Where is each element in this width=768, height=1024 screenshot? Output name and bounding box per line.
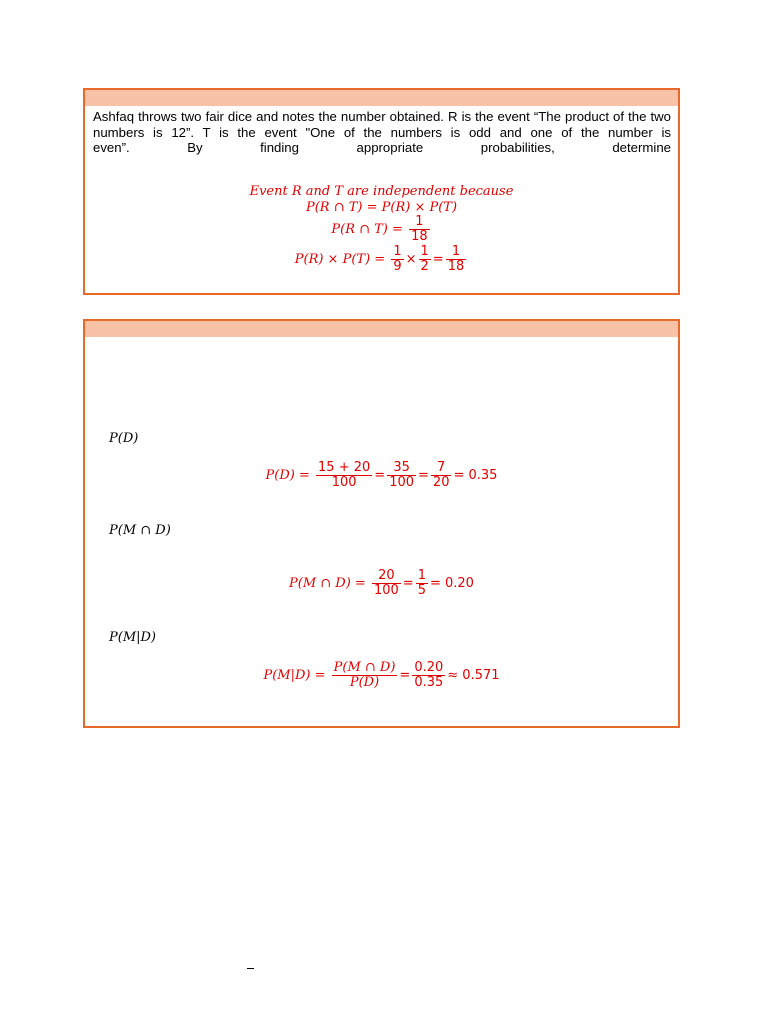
fraction-numerator: 20 <box>378 568 395 583</box>
problem-text-last <box>93 140 671 156</box>
p-m-given-d-equation <box>85 661 678 690</box>
fraction <box>446 245 467 274</box>
fraction-numerator: 7 <box>437 460 446 475</box>
label-p-m-given-d: P(M|D) <box>109 630 157 645</box>
fraction-numerator: 1 <box>417 568 426 583</box>
fraction-denominator: 100 <box>389 475 415 490</box>
label-p-d: P(D) <box>109 431 139 446</box>
p-d-equation <box>85 461 678 490</box>
fraction-numerator: 1 <box>420 244 429 259</box>
problem-text-main: Ashfaq throws two fair dice and notes the number obtained. R is the event “The product of the two numbers is 12”. T is the event "One of the numbers is odd and one of the number is <box>93 109 671 140</box>
fraction <box>416 569 428 598</box>
fraction <box>391 245 403 274</box>
p-m-given-d-result: ≈ 0.571 <box>447 668 500 683</box>
fraction <box>412 661 445 690</box>
fraction-denominator: 100 <box>373 583 399 598</box>
product-line <box>85 245 678 274</box>
equals-sign: = <box>402 576 414 591</box>
intersection-lhs: P(R ∩ T) = <box>331 222 403 237</box>
p-d-result: = 0.35 <box>453 468 498 483</box>
fraction <box>372 569 401 598</box>
statement-text: Event R and T are independent because <box>249 184 514 199</box>
fraction-numerator: P(M ∩ D) <box>333 660 396 675</box>
fraction-denominator: 9 <box>393 259 402 274</box>
product-rule-text: P(R ∩ T) = P(R) × P(T) <box>305 200 458 215</box>
problem-text-last-line: even”. By finding appropriate probabilities, determine <box>93 140 671 155</box>
p-m-given-d-lhs: P(M|D) = <box>263 668 326 683</box>
equals-sign: = <box>432 252 444 267</box>
equals-sign: = <box>418 468 429 483</box>
equals-sign: = <box>374 468 386 483</box>
fraction-denominator: 0.35 <box>414 675 444 690</box>
fraction <box>387 461 416 490</box>
fraction-denominator: 100 <box>316 475 372 490</box>
intersection-line <box>85 215 678 244</box>
p-m-and-d-result: = 0.20 <box>429 576 474 591</box>
box-2-header-band <box>85 321 678 337</box>
product-lhs: P(R) × P(T) = <box>294 252 386 267</box>
fraction-numerator: 15 + 20 <box>318 460 371 475</box>
equals-sign: = <box>399 668 411 683</box>
fraction <box>332 661 398 690</box>
footer-dash <box>247 968 254 969</box>
fraction-numerator: 1 <box>415 214 424 229</box>
fraction <box>316 461 372 490</box>
fraction-numerator: 35 <box>393 460 410 475</box>
fraction-denominator: 5 <box>417 583 426 598</box>
fraction-denominator: P(D) <box>332 675 398 690</box>
fraction-denominator: 18 <box>411 229 428 244</box>
fraction-denominator: 2 <box>420 259 429 274</box>
question-box-2 <box>83 319 680 728</box>
problem-text <box>93 109 671 140</box>
independence-statement <box>85 184 678 199</box>
fraction <box>409 215 430 244</box>
question-box-1 <box>83 88 680 295</box>
p-m-and-d-equation <box>85 569 678 598</box>
times-sign: × <box>405 252 417 267</box>
fraction-denominator: 20 <box>432 475 450 490</box>
product-rule-line <box>85 200 678 215</box>
fraction-denominator: 18 <box>447 259 465 274</box>
p-d-lhs: P(D) = <box>265 468 310 483</box>
fraction-numerator: 0.20 <box>414 660 444 675</box>
fraction-numerator: 1 <box>393 244 402 259</box>
p-m-and-d-lhs: P(M ∩ D) = <box>289 576 366 591</box>
label-p-m-and-d: P(M ∩ D) <box>109 523 171 538</box>
fraction-numerator: 1 <box>451 244 461 259</box>
fraction <box>431 461 452 490</box>
fraction <box>419 245 431 274</box>
box-1-header-band <box>85 90 678 106</box>
